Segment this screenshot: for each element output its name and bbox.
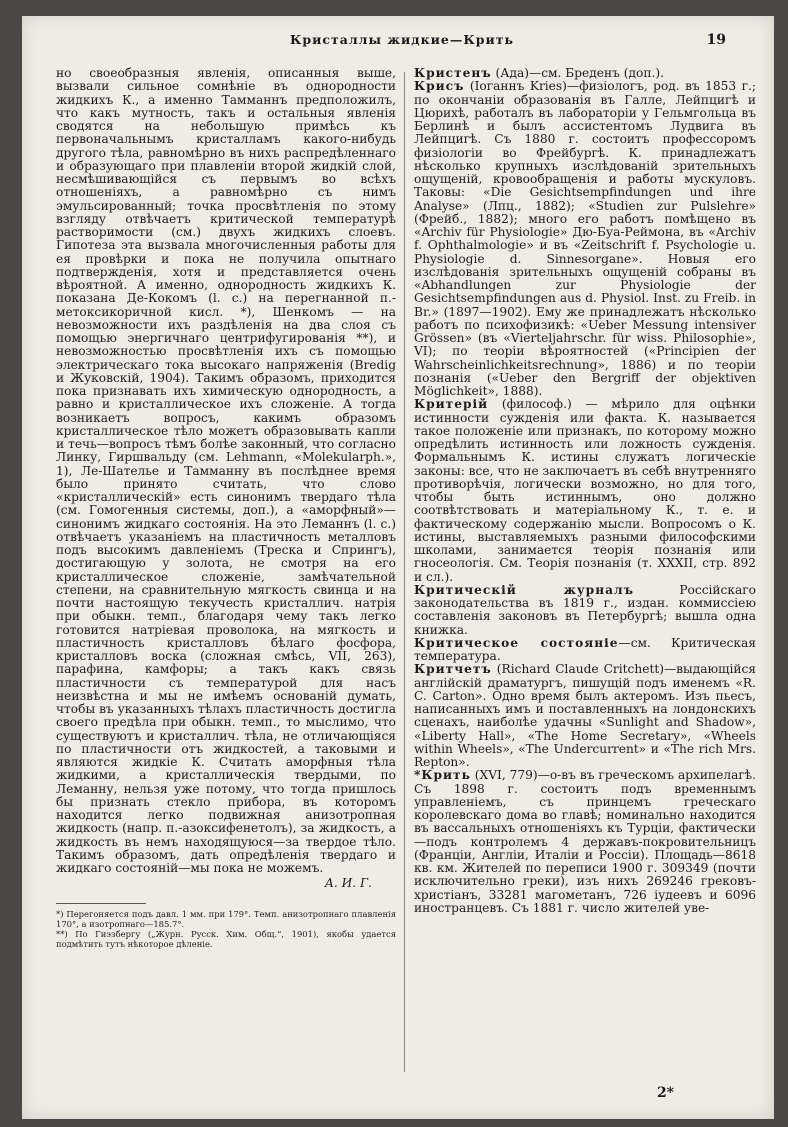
entry-text: (Ада)—см. Бреденъ (доп.). — [491, 66, 664, 80]
footnote-rule — [56, 903, 146, 904]
footnote: *) Перегоняется подъ давл. 1 мм. при 179°. Темп. анизотропнаго плавленія 170°, а изотропнаго—185.7°. — [56, 908, 396, 929]
dictionary-entry — [414, 67, 756, 80]
dictionary-entry — [414, 584, 756, 637]
entry-text: Россійскаго законодательства въ 1819 г., издан. коммиссіею составленія законовъ въ Петербургѣ; вышла одна книжка. — [414, 582, 756, 637]
left-column — [56, 67, 396, 949]
entry-text: (философ.) — мѣрило для оцѣнки истинности сужденія или факта. К. называется такое положеніе или признакъ, по которому можно опредѣлить истинность или ложность сужденія. Формальнымъ К. истины служатъ логическіе законы: все, что не заключаетъ въ себѣ внутренняго противорѣчія, логически возможно, но для того, чтобы быть истиннымъ, оно должно соотвѣтствовать и матеріальному К., т. е. и фактическому содержанію мысли. Вопросомъ о К. истины, выставляемыхъ разными философскими школами, занимается теорія познанія или гносеологія. См. Теорія познанія (т. XXXII, стр. 892 и сл.). — [414, 397, 756, 584]
running-head — [22, 32, 774, 54]
entry-headword: *Крить — [414, 768, 471, 783]
entry-headword: Критическій журналъ — [414, 582, 634, 597]
entry-text: (XVI, 779)—о-въ въ греческомъ архипелагѣ. Съ 1898 г. состоитъ подъ временнымъ управленіемъ, съ принцемъ греческаго королевскаго дома во главѣ; номинально находится въ вассальныхъ отношеніяхъ къ Турціи, фактически—подъ контролемъ 4 державъ-покровительницъ (Франціи, Англіи, Италіи и Россіи). Площадь—8618 кв. км. Жителей по переписи 1900 г. 309349 (почти исключительно греки), изъ нихъ 269246 грековъ-христіанъ, 33281 магометанъ, 726 іудеевъ и 6096 иностранцевъ. Съ 1881 г. число жителей уве- — [414, 768, 756, 915]
footnote: **) По Гиэзбергу („Журн. Русск. Хим. Общ.“, 1901), якобы удается подмѣтить тутъ нѣкоторое дѣленіе. — [56, 928, 396, 949]
dictionary-entry — [414, 398, 756, 584]
entry-text: —см. Критическая температура. — [414, 635, 756, 663]
entry-headword: Критическое состояніе — [414, 635, 619, 650]
dictionary-entry — [414, 637, 756, 664]
entry-text: (Іоганнъ Kries)—физіологъ, род. въ 1853 г.; по окончаніи образованія въ Галле, Лейпцигѣ и Цюрихѣ, работалъ въ лабораторіи у Гельмгольца въ Берлинѣ и былъ ассистентомъ Лудвига въ Лейпцигѣ. Съ 1880 г. состоитъ профессоромъ физіологіи во Фрейбургѣ. К. принадлежатъ нѣсколько крупныхъ изслѣдованій зрительныхъ ощущеній, кровообращенія и работы мускуловъ. Таковы: «Die Gesichtsempfindungen und ihre Analyse» (Лпц., 1882); «Studien zur Pulslehre» (Фрейб., 1882); много его работъ помѣщено въ «Archiv für Physiologie» Дю-Буа-Реймона, въ «Archiv f. Ophthalmologie» и въ «Zeitschrift f. Psychologie u. Physiologie d. Sinnesorgane». Новыя его изслѣдованія зрительныхъ ощущеній собраны въ «Abhandlungen zur Physiologie der Gesichtsempfindungen aus d. Physiol. Inst. zu Freib. in Br.» (1897—1902). Ему же принадлежатъ нѣсколько работъ по психофизикѣ: «Ueber Messung intensiver Grössen» (въ «Vierteljahrschr. für wiss. Philosophie», VI); по теоріи вѣроятностей («Principien der Wahrscheinlichkeitsrechnung», 1886) и по теоріи познанія («Ueber den Bergriff der objektiven Möglichkeit», 1888). — [414, 79, 756, 398]
entry-headword: Криcъ — [414, 79, 465, 94]
author-signature: А. И. Г. — [324, 876, 372, 891]
document-page — [22, 16, 774, 1119]
dictionary-entry — [414, 663, 756, 769]
dictionary-entry — [414, 80, 756, 398]
right-column — [414, 67, 756, 915]
entry-headword: Критерій — [414, 397, 489, 412]
page-title: Кристаллы жидкие—Крить — [290, 32, 514, 47]
entry-headword: Критчетъ — [414, 662, 492, 677]
entry-headword: Кристенъ — [414, 66, 492, 80]
signature-mark: 2* — [656, 1085, 674, 1101]
dictionary-entry — [414, 769, 756, 915]
column-divider — [404, 72, 405, 1072]
body-paragraph: но своеобразныя явленія, описанныя выше, вызвали сильное сомнѣніе въ однородности жидкихъ К., а именно Тамманнъ предположилъ, что какъ мутность, такъ и остальныя явленія сводятся на небольшую примѣсь къ первоначальнымъ кристалламъ какого-нибудь другого тѣла, равномѣрно въ нихъ распредѣленнаго и образующаго при плавленіи второй жидкій слой, несмѣшивающійся съ первымъ во всѣхъ отношеніяхъ, а равномѣрно съ нимъ эмульсированный; точка просвѣтленія по этому взгляду отвѣчаетъ критической температурѣ растворимости (см.) двухъ жидкихъ слоевъ. Гипотеза эта вызвала многочисленныя работы для ея провѣрки и пока не получила опытнаго подтвержденія, хотя и представляется очень вѣроятной. А именно, однородность жидкихъ К. показана Де-Кокомъ (l. c.) на перегнанной п.-метоксикоричной кисл. *), Шенкомъ — на невозможности ихъ раздѣленія на два слоя съ помощью энергичнаго центрифугированія **), и невозможностью просвѣтленія ихъ съ помощью электрическаго тока высокаго напряженія (Bredig и Жуковскій, 1904). Такимъ образомъ, приходится пока признавать ихъ химическую однородность, а равно и кристаллическое ихъ сложеніе. А тогда возникаетъ вопросъ, какимъ образомъ кристаллическое тѣло можетъ образовывать капли и течь—вопросъ тѣмъ болѣе законный, что согласно Линку, Гиршвальду (см. Lehmann, «Molekularph.», 1), Ле-Шателье и Тамманну въ послѣднее время было принято считать, что слово «кристаллическій» есть синонимъ твердаго тѣла (см. Гомогенныя системы, доп.), а «аморфный»—синонимъ жидкаго состоянія. На это Леманнъ (l. c.) отвѣчаетъ указаніемъ на пластичность металловъ подъ высокимъ давленіемъ (Треска и Спрингъ), достигающую у золота, не смотря на его кристаллическое сложеніе, замѣчательной степени, на сравнительную мягкость свинца и на почти настоящую текучесть кристаллич. натрія при обыкн. темп., благодаря чему такъ легко готовится натріевая проволока, на мягкость и пластичность кристалловъ бѣлаго фосфора, кристалловъ воска (сложная смѣсь, VII, 263), парафина, камфоры; а такъ какъ связь пластичности съ температурой для насъ неизвѣстна и мы не имѣемъ основаній думать, чтобы въ указанныхъ тѣлахъ пластичность достигла своего предѣла при обыкн. темп., то мыслимо, что существуютъ и кристаллич. тѣла, не отличающіяся по пластичности отъ жидкостей, а таковыми и являются жидкіе К. Считать аморфныя тѣла жидкими, а кристаллическія твердыми, по Леманну, нельзя уже потому, что тогда пришлось бы признать стекло прибора, въ которомъ находится легко подвижная анизотропная жидкость (напр. п.-азоксифенетолъ), за жидкость, а жидкость въ немъ находящуюся—за твердое тѣло. Такимъ образомъ, дать опредѣленія твердаго и жидкаго состояній—мы пока не можемъ. — [56, 66, 396, 875]
entry-text: (Richard Claude Critchett)—выдающійся англійскій драматургъ, пишущій подъ именемъ «R. C. Carton». Одно время былъ актеромъ. Изъ пьесъ, написанныхъ имъ и поставленныхъ на лондонскихъ сценахъ, наиболѣе удачны «Sunlight and Shadow», «Liberty Hall», «The Home Secretary», «Wheels within Wheels», «The Undercurrent» и «The rich Mrs. Repton». — [414, 662, 756, 769]
page-number: 19 — [706, 32, 726, 48]
